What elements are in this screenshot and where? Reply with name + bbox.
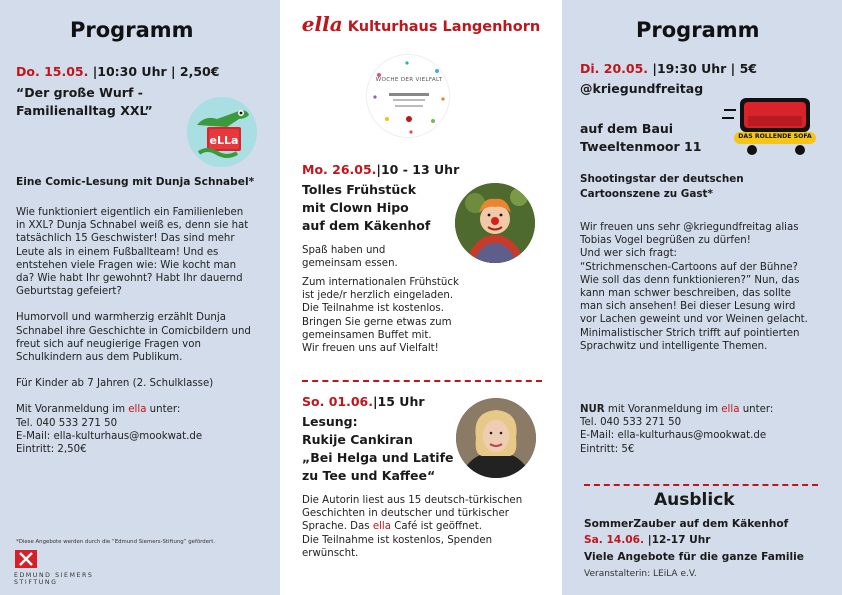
cover-badge-text: eLLa xyxy=(209,134,239,147)
logo-word: ella xyxy=(301,12,343,36)
text-line: Und wer sich fragt: xyxy=(580,248,677,260)
footnote: *Diese Angebote werden durch die “Edmund Siemers-Stiftung” gefördert. xyxy=(16,539,216,545)
event-title-line: “Der große Wurf - xyxy=(16,85,143,100)
title-line: „Bei Helga und Latife xyxy=(302,450,454,465)
outlook-date: Sa. 14.06. xyxy=(584,534,645,546)
middle-panel xyxy=(280,0,562,595)
text-line: kann man schwer beschreiben, das sollte xyxy=(580,288,791,300)
outlook-date-line xyxy=(584,534,711,546)
left-panel xyxy=(0,0,280,595)
right-heading: Programm xyxy=(636,18,760,42)
title-line: zu Tee und Kaffee“ xyxy=(302,468,436,483)
title-line: Rukije Cankiran xyxy=(302,432,413,447)
outlook-event-title: SommerZauber auf dem Käkenhof xyxy=(584,518,789,530)
text-line: Wie funktioniert eigentlich ein Familienleben xyxy=(16,207,244,218)
text-line: gemeinsamen Buffet mit. xyxy=(302,329,432,341)
event-date: Do. 15.05. xyxy=(16,64,89,79)
event-date-line xyxy=(580,61,757,76)
text-line: Leute als in einem Fußballteam! Und es xyxy=(16,246,219,258)
text-line: Wie soll das denn funktionieren?” Nun, das xyxy=(580,274,800,286)
entry-fee: Eintritt: 5€ xyxy=(580,443,635,455)
email: E-Mail: ella-kulturhaus@mookwat.de xyxy=(16,430,203,442)
text-line: Wir freuen uns sehr @kriegundfreitag alias xyxy=(580,222,799,233)
text-line: Schulkindern aus dem Publikum. xyxy=(16,352,183,364)
title-line: mit Clown Hipo xyxy=(302,200,409,215)
text-line: tatsächlich 15 Geschwister! Das sind mehr xyxy=(16,233,235,245)
event-date: Di. 20.05. xyxy=(580,61,649,76)
registration-line: NUR mit Voranmeldung im ella unter: xyxy=(580,404,774,415)
text-line: Geschichten in deutscher und türkischer xyxy=(302,508,509,520)
text-line: Geburtstag gefeiert? xyxy=(16,286,122,298)
event-title: @kriegundfreitag xyxy=(580,81,704,96)
clown-photo xyxy=(455,183,535,263)
divider xyxy=(584,484,818,486)
text-line: “Strichmenschen-Cartoons auf der Bühne? xyxy=(580,261,798,273)
text-line: Die Autorin liest aus 15 deutsch-türkischen xyxy=(302,495,523,506)
event-subtitle: Eine Comic-Lesung mit Dunja Schnabel* xyxy=(16,176,255,188)
text-line: entstehen viele Fragen wie: Wie kocht man xyxy=(16,259,237,271)
author-portrait-illustration xyxy=(456,398,536,478)
outlook-organizer: Veranstalterin: LEiLA e.V. xyxy=(584,569,697,579)
subtitle-line: Shootingstar der deutschen xyxy=(580,173,744,185)
confetti-illustration xyxy=(367,55,450,138)
event1-intro-line: gemeinsam essen. xyxy=(302,258,398,270)
event-date-line xyxy=(16,64,219,79)
text-line: Tobias Vogel begrüßen zu dürfen! xyxy=(580,235,751,247)
week-of-diversity-poster xyxy=(366,54,450,138)
sponsor-name: EDMUND SIEMERS STIFTUNG xyxy=(14,572,94,586)
text-line: erwünscht. xyxy=(302,547,359,559)
text-line: Minimalistischer Strich trifft auf pointierten xyxy=(580,327,800,339)
event2-title xyxy=(302,413,454,485)
event-location xyxy=(580,120,701,156)
paragraph xyxy=(16,311,276,364)
phone: Tel. 040 533 271 50 xyxy=(580,417,682,429)
book-cover-image xyxy=(187,97,257,167)
logo-text: Kulturhaus Langenhorn xyxy=(347,19,541,35)
event-description xyxy=(16,206,276,456)
paragraph xyxy=(16,206,276,298)
author-photo xyxy=(456,398,536,478)
event1-date-line xyxy=(302,162,459,177)
sofa-label: DAS ROLLENDE SOFA xyxy=(738,133,812,140)
poster-title: WOCHE DER VIELFALT xyxy=(375,77,443,83)
text-line: Wir freuen uns auf Vielfalt! xyxy=(302,343,439,355)
title-line: Lesung: xyxy=(302,414,358,429)
left-heading: Programm xyxy=(70,18,194,42)
divider xyxy=(302,380,542,382)
outlook-heading: Ausblick xyxy=(654,490,735,510)
event2-time: |15 Uhr xyxy=(372,394,425,409)
sponsor-mark-icon xyxy=(15,550,37,568)
event-subtitle xyxy=(580,172,744,202)
text-line: in XXL? Dunja Schnabel weiß es, denn sie hat xyxy=(16,220,249,232)
text-line: Bringen Sie gerne etwas zum xyxy=(302,316,452,328)
event2-date: So. 01.06. xyxy=(302,394,373,409)
email: E-Mail: ella-kulturhaus@mookwat.de xyxy=(580,430,767,442)
event1-body xyxy=(302,276,542,355)
event2-body xyxy=(302,494,542,560)
entry-fee: Eintritt: 2,50€ xyxy=(16,444,87,456)
text-line: Sprachwitz und intelligente Themen. xyxy=(580,340,768,352)
title-line: auf dem Käkenhof xyxy=(302,218,431,233)
location-line: auf dem Baui xyxy=(580,121,674,136)
event-time-price: |10:30 Uhr | 2,50€ xyxy=(88,64,220,79)
venue-logo xyxy=(280,12,562,36)
text-line: Humorvoll und warmherzig erzählt Dunja xyxy=(16,312,226,324)
event1-intro xyxy=(302,244,398,270)
event-title xyxy=(16,84,153,120)
event2-date-line xyxy=(302,394,425,409)
event-title-line: Familienalltag XXL” xyxy=(16,103,153,118)
text-line: man sich ansehen! Bei dieser Lesung wird xyxy=(580,301,796,313)
text-line: freut sich auf neugierige Fragen von xyxy=(16,338,201,350)
text-line: ist jede/r herzlich eingeladen. xyxy=(302,290,454,302)
event1-title xyxy=(302,181,430,235)
registration-block xyxy=(580,403,838,456)
phone: Tel. 040 533 271 50 xyxy=(16,417,118,429)
crocodile-illustration xyxy=(187,97,257,167)
das-rollende-sofa-logo xyxy=(722,90,832,160)
event1-intro-line: Spaß haben und xyxy=(302,245,386,256)
outlook-time: |12-17 Uhr xyxy=(644,534,711,546)
location-line: Tweeltenmoor 11 xyxy=(580,139,702,154)
text-line: Zum internationalen Frühstück xyxy=(302,277,459,288)
text-line: Die Teilnahme ist kostenlos. xyxy=(302,303,444,315)
sofa-icon xyxy=(722,90,832,160)
paragraph: Für Kinder ab 7 Jahren (2. Schulklasse) xyxy=(16,378,214,390)
text-line: Sprache. Das ella Café ist geöffnet. xyxy=(302,521,482,533)
text-line: vor Lachen geweint und vor Weinen gelacht. xyxy=(580,314,808,326)
registration-line: Mit Voranmeldung im ella unter: xyxy=(16,404,181,416)
clown-illustration xyxy=(455,183,535,263)
text-line: Die Teilnahme ist kostenlos, Spenden xyxy=(302,534,493,546)
subtitle-line: Cartoonszene zu Gast* xyxy=(580,188,713,200)
outlook-description: Viele Angebote für die ganze Familie xyxy=(584,551,804,563)
event-time-price: |19:30 Uhr | 5€ xyxy=(648,61,757,76)
sponsor-logo xyxy=(14,548,138,586)
text-line: Schnabel ihre Geschichte in Comicbildern und xyxy=(16,325,251,337)
right-panel xyxy=(562,0,842,595)
event-description xyxy=(580,221,838,353)
event1-date: Mo. 26.05. xyxy=(302,162,377,177)
title-line: Tolles Frühstück xyxy=(302,182,417,197)
event1-time: |10 - 13 Uhr xyxy=(376,162,460,177)
text-line: da? Wie habt Ihr gewohnt? Habt Ihr dauernd xyxy=(16,273,243,285)
